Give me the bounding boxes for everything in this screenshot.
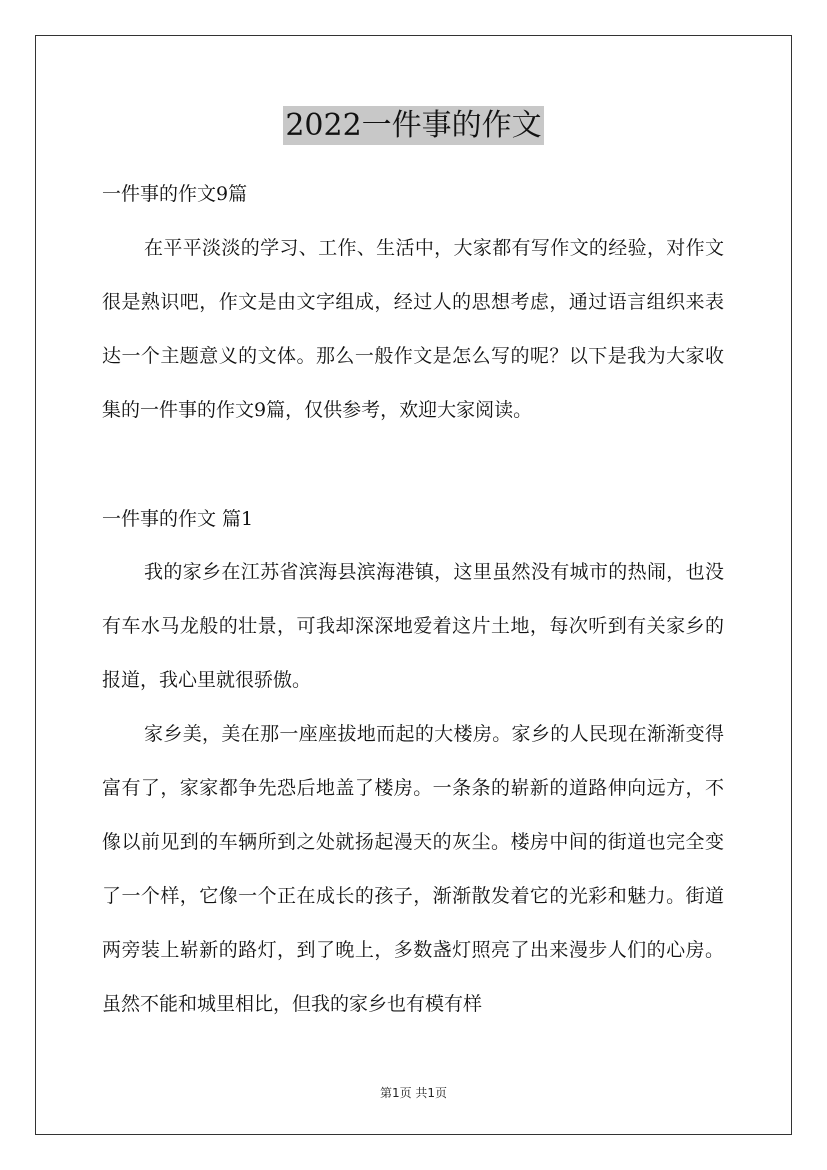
body-paragraph: 家乡美，美在那一座座拔地而起的大楼房。家乡的人民现在渐渐变得富有了，家家都争先恐后地盖了楼房。一条条的崭新的道路伸向远方，不像以前见到的车辆所到之处就扬起漫天的灰尘。楼房中间的街道也完全变了一个样，它像一个正在成长的孩子，渐渐散发着它的光彩和魅力。街道两旁装上崭新的路灯，到了晚上，多数盏灯照亮了出来漫步人们的心房。虽然不能和城里相比，但我的家乡也有模有样 xyxy=(102,723,724,1015)
section-heading: 一件事的作文 篇1 xyxy=(102,508,254,530)
page-footer: 第1页 共1页 xyxy=(379,1086,448,1100)
document-title: 2022一件事的作文 xyxy=(285,108,542,143)
document-title-wrap xyxy=(0,100,827,144)
subtitle: 一件事的作文9篇 xyxy=(102,183,248,205)
intro-paragraph: 在平平淡淡的学习、工作、生活中，大家都有写作文的经验，对作文很是熟识吧，作文是由文字组成，经过人的思想考虑，通过语言组织来表达一个主题意义的文体。那么一般作文是怎么写的呢？以下是我为大家收集的一件事的作文9篇，仅供参考，欢迎大家阅读。 xyxy=(102,237,724,421)
body-paragraph: 我的家乡在江苏省滨海县滨海港镇，这里虽然没有城市的热闹，也没有车水马龙般的壮景，可我却深深地爱着这片土地，每次听到有关家乡的报道，我心里就很骄傲。 xyxy=(102,561,724,691)
